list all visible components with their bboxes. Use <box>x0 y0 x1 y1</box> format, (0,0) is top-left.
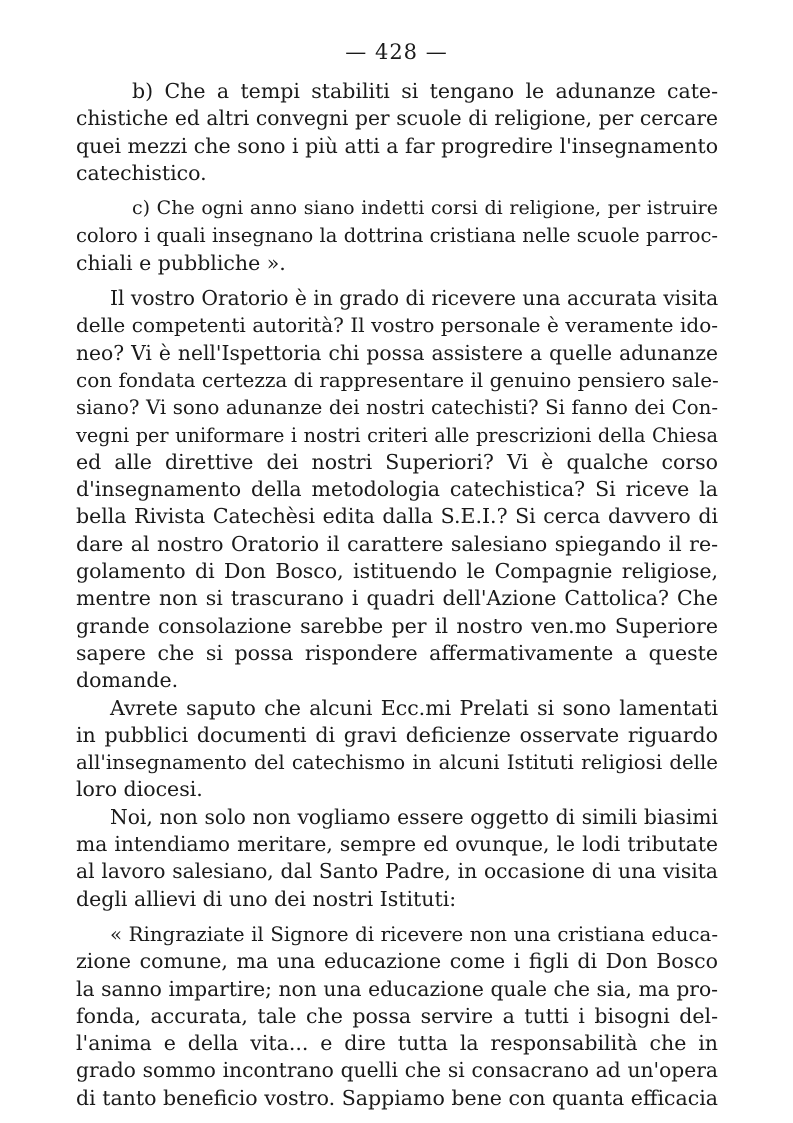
text-line: sapere che si possa rispondere affermativamente a queste <box>76 640 718 665</box>
text-line: c) Che ogni anno siano indetti corsi di religione, per istruire <box>132 197 718 220</box>
text-line: zione comune, ma una educazione come i figli di Don Bosco <box>76 949 718 974</box>
text-line: « Ringraziate il Signore di ricevere non una cristiana educa- <box>110 922 718 946</box>
paragraph-c <box>76 195 718 277</box>
text-line: vegni per uniformare i nostri criteri alle prescrizioni della Chiesa <box>76 423 718 447</box>
paragraph-b <box>76 78 718 187</box>
text-line: neo? Vi è nell'Ispettoria chi possa assistere a quelle adunanze <box>76 340 718 365</box>
paragraph-prelati <box>76 695 718 804</box>
text-line: b) Che a tempi stabiliti si tengano le adunanze cate- <box>132 79 718 103</box>
text-line: degli allievi di uno dei nostri Istituti: <box>76 886 457 911</box>
text-line: mentre non si trascurano i quadri dell'Azione Cattolica? Che <box>76 586 718 611</box>
text-line: bella Rivista Catechèsi edita dalla S.E.I.? Si cerca davvero di <box>76 504 718 529</box>
text-line: l'anima e della vita... e dire tutta la responsabilità che in <box>76 1031 718 1056</box>
text-line: golamento di Don Bosco, istituendo le Compagnie religiose, <box>76 559 718 584</box>
paragraph-quote <box>76 921 718 1112</box>
paragraph-oratorio <box>76 285 718 694</box>
text-line: catechistico. <box>76 160 207 185</box>
text-line: loro diocesi. <box>76 777 203 802</box>
text-line: quei mezzi che sono i più atti a far progredire l'insegnamento <box>76 133 719 158</box>
page-body <box>76 78 718 1112</box>
text-line: grande consolazione sarebbe per il nostro ven.mo Superiore <box>76 613 718 638</box>
text-line: all'insegnamento del catechismo in alcuni Istituti religiosi delle <box>76 751 718 775</box>
text-line: domande. <box>76 668 179 693</box>
text-line: Avrete saputo che alcuni Ecc.mi Prelati si sono lamentati <box>110 695 718 720</box>
text-line: ed alle direttive dei nostri Superiori? Vi è qualche corso <box>76 449 718 474</box>
text-line: Noi, non solo non vogliamo essere oggetto di simili biasimi <box>110 804 718 829</box>
paragraph-noi <box>76 804 718 913</box>
text-line: delle competenti autorità? Il vostro personale è veramente ido- <box>76 313 718 338</box>
text-line: ma intendiamo meritare, sempre ed ovunque, le lodi tributate <box>76 832 718 857</box>
page-number: — 428 — <box>345 40 448 64</box>
text-line: coloro i quali insegnano la dottrina cristiana nelle scuole parroc- <box>76 224 718 248</box>
text-line: al lavoro salesiano, dal Santo Padre, in occasione di una visita <box>76 859 718 884</box>
text-line: Il vostro Oratorio è in grado di ricevere una accurata visita <box>110 286 719 311</box>
text-line: chiali e pubbliche ». <box>76 250 286 275</box>
text-line: d'insegnamento della metodologia catechistica? Si riceve la <box>76 477 718 502</box>
text-line: in pubblici documenti di gravi deficienze osservate riguardo <box>76 722 718 747</box>
text-line: fonda, accurata, tale che possa servire a tutti i bisogni del- <box>76 1003 718 1028</box>
text-line: con fondata certezza di rappresentare il genuino pensiero sale- <box>76 367 719 392</box>
text-line: dare al nostro Oratorio il carattere salesiano spiegando il re- <box>76 531 718 556</box>
text-line: chistiche ed altri convegni per scuole di religione, per cercare <box>76 106 718 131</box>
text-line: di tanto beneficio vostro. Sappiamo bene con quanta efficacia <box>76 1085 718 1110</box>
text-line: grado sommo incontrano quelli che si consacrano ad un'opera <box>76 1058 718 1083</box>
text-line: siano? Vi sono adunanze dei nostri catechisti? Si fanno dei Con- <box>76 396 718 420</box>
text-line: la sanno impartire; non una educazione quale che sia, ma pro- <box>76 976 718 1001</box>
